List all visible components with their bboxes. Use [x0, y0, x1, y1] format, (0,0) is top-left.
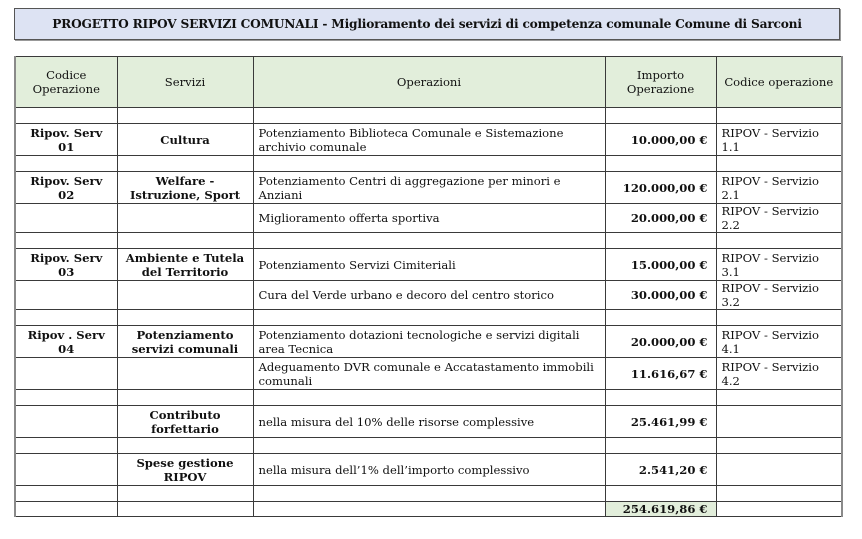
codice-cell: Ripov. Serv 02: [15, 172, 117, 204]
total-amount: 254.619,86 €: [605, 502, 716, 517]
codice-cell: Ripov . Serv 04: [15, 326, 117, 358]
table-row: [15, 326, 842, 358]
importo-cell: 20.000,00 €: [605, 326, 716, 358]
importo-cell: 30.000,00 €: [605, 281, 716, 310]
servizio-cell: Contributo forfettario: [117, 406, 253, 438]
importo-cell: 120.000,00 €: [605, 172, 716, 204]
operazione-cell: Potenziamento Servizi Cimiteriali: [253, 249, 605, 281]
table-row: [15, 281, 842, 310]
operazione-cell: Adeguamento DVR comunale e Accatastamento immobili comunali: [253, 358, 605, 390]
spacer-row: [15, 233, 842, 249]
importo-cell: 2.541,20 €: [605, 454, 716, 486]
table-row: [15, 124, 842, 156]
codice-operazione-cell: RIPOV - Servizio 3.1: [716, 249, 842, 281]
header-operazioni: Operazioni: [253, 57, 605, 108]
spacer-row: [15, 438, 842, 454]
header-importo: Importo Operazione: [605, 57, 716, 108]
header-codice: Codice Operazione: [15, 57, 117, 108]
operazione-cell: Miglioramento offerta sportiva: [253, 204, 605, 233]
importo-cell: 25.461,99 €: [605, 406, 716, 438]
codice-cell: Ripov. Serv 03: [15, 249, 117, 281]
servizio-cell: Welfare - Istruzione, Sport: [117, 172, 253, 204]
spacer-row: [15, 108, 842, 124]
codice-operazione-cell: RIPOV - Servizio 4.1: [716, 326, 842, 358]
table-row: [15, 172, 842, 204]
project-title: PROGETTO RIPOV SERVIZI COMUNALI - Miglioramento dei servizi di competenza comunale Comune di Sarconi: [14, 8, 840, 40]
operazione-cell: Potenziamento dotazioni tecnologiche e servizi digitali area Tecnica: [253, 326, 605, 358]
spacer-row: [15, 486, 842, 502]
codice-operazione-cell: RIPOV - Servizio 3.2: [716, 281, 842, 310]
spacer-row: [15, 390, 842, 406]
codice-cell: Ripov. Serv 01: [15, 124, 117, 156]
servizio-cell: Potenziamento servizi comunali: [117, 326, 253, 358]
header-row: [15, 57, 842, 108]
operazione-cell: nella misura dell’1% dell’importo complessivo: [253, 454, 605, 486]
operazione-cell: Potenziamento Biblioteca Comunale e Sistemazione archivio comunale: [253, 124, 605, 156]
table-row: [15, 204, 842, 233]
servizio-cell: Spese gestione RIPOV: [117, 454, 253, 486]
importo-cell: 11.616,67 €: [605, 358, 716, 390]
table-row: [15, 454, 842, 486]
operazione-cell: Cura del Verde urbano e decoro del centro storico: [253, 281, 605, 310]
servizio-cell: Cultura: [117, 124, 253, 156]
header-codice-operazione: Codice operazione: [716, 57, 842, 108]
table-row: [15, 249, 842, 281]
header-servizi: Servizi: [117, 57, 253, 108]
codice-operazione-cell: RIPOV - Servizio 1.1: [716, 124, 842, 156]
spacer-row: [15, 310, 842, 326]
operazione-cell: nella misura del 10% delle risorse complessive: [253, 406, 605, 438]
spacer-row: [15, 156, 842, 172]
servizio-cell: Ambiente e Tutela del Territorio: [117, 249, 253, 281]
table-row: [15, 358, 842, 390]
total-row: [15, 502, 842, 517]
codice-operazione-cell: RIPOV - Servizio 2.2: [716, 204, 842, 233]
importo-cell: 15.000,00 €: [605, 249, 716, 281]
codice-operazione-cell: RIPOV - Servizio 2.1: [716, 172, 842, 204]
operazione-cell: Potenziamento Centri di aggregazione per minori e Anziani: [253, 172, 605, 204]
codice-operazione-cell: RIPOV - Servizio 4.2: [716, 358, 842, 390]
importo-cell: 10.000,00 €: [605, 124, 716, 156]
operations-table: [14, 56, 843, 517]
table-row: [15, 406, 842, 438]
importo-cell: 20.000,00 €: [605, 204, 716, 233]
